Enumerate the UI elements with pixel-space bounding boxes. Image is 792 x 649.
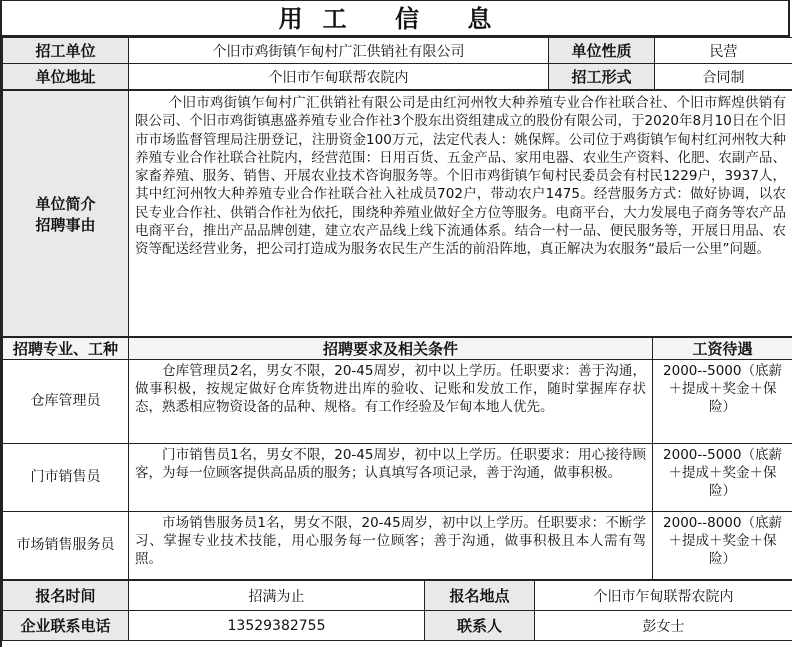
table-row	[3, 444, 792, 512]
form-value: 合同制	[655, 64, 792, 90]
form-label: 招工形式	[549, 64, 655, 90]
job-salary: 2000--5000（底薪＋提成＋奖金＋保险）	[653, 444, 792, 512]
phone-label: 企业联系电话	[3, 611, 129, 641]
job-requirements: 市场销售服务员1名，男女不限，20-45周岁，初中以上学历。任职要求：不断学习、掌握专业技术技能，用心服务每一位顾客；善于沟通，做事积极且本人需有驾照。	[129, 512, 653, 580]
contact-value: 彭女士	[535, 611, 792, 641]
jobs-table	[2, 337, 792, 580]
job-requirements: 门市销售员1名，男女不限，20-45周岁，初中以上学历。任职要求：用心接待顾客，为每一位顾客提供高品质的服务；认真填写各项记录，善于沟通，做事积极。	[129, 444, 653, 512]
contact-label: 联系人	[425, 611, 535, 641]
phone-value: 13529382755	[129, 611, 425, 641]
company-intro-text: 个旧市鸡街镇乍甸村广汇供销社有限公司是由红河州牧大种养殖专业合作社联合社、个旧市辉煌供销有限公司、个旧市鸡街镇惠盛养殖专业合作社3个股东出资组建成立的股份有限公司，于2020年8月10日在个旧市市场监督管理局注册登记，注册资金100万元，法定代表人：姚保辉。公司位于鸡街镇乍甸村红河州牧大种养殖专业合作社联合社院内，经营范围：日用百货、五金产品、家用电器、农业生产资料、化肥、农副产品、家畜养殖、服务、销售、开展农业技术咨询服务等。个旧市鸡街镇乍甸村民委员会有村民1229户，3937人，其中红河州牧大种养殖专业合作社联合社入社成员702户，带动农户1475。经营服务方式：做好协调，以农民专业合作社、供销合作社为依托，围绕种养殖业做好全方位等服务。电商平台，大力发展电子商务等农产品电商平台，推出产品品牌创建，建立农产品线上线下流通体系。结合一村一品、便民服务等，开展日用品、农资等配送经营业务，把公司打造成为服务农民生产生活的前沿阵地，真正解决为农服务“最后一公里”问题。	[129, 91, 792, 337]
employer-info-table	[2, 37, 792, 90]
job-requirements: 仓库管理员2名，男女不限，20-45周岁，初中以上学历。任职要求：善于沟通，做事积极，按规定做好仓库货物进出库的验收、记账和发放工作，随时掌握库存状态，熟悉相应物资设备的品种、规格。有工作经验及乍甸本地人优先。	[129, 360, 653, 444]
job-position: 门市销售员	[3, 444, 129, 512]
intro-label-line2: 招聘事由	[35, 215, 96, 234]
employer-label: 招工单位	[3, 38, 129, 64]
job-salary: 2000--5000（底薪＋提成＋奖金＋保险）	[653, 360, 792, 444]
footer-table	[2, 580, 792, 641]
signup-time-value: 招满为止	[129, 581, 425, 611]
signup-place-value: 个旧市乍甸联帮农院内	[535, 581, 792, 611]
intro-label-line1: 单位简介	[35, 194, 96, 213]
jobs-header-requirements: 招聘要求及相关条件	[129, 338, 653, 360]
jobs-header-position: 招聘专业、工种	[3, 338, 129, 360]
jobs-header-salary: 工资待遇	[653, 338, 792, 360]
nature-label: 单位性质	[549, 38, 655, 64]
intro-label	[3, 91, 129, 337]
employer-value: 个旧市鸡街镇乍甸村广汇供销社有限公司	[129, 38, 549, 64]
address-value: 个旧市乍甸联帮农院内	[129, 64, 549, 90]
nature-value: 民营	[655, 38, 792, 64]
intro-table	[2, 90, 792, 337]
signup-place-label: 报名地点	[425, 581, 535, 611]
address-label: 单位地址	[3, 64, 129, 90]
job-position: 市场销售服务员	[3, 512, 129, 580]
page-title: 用工 信 息	[2, 1, 790, 37]
signup-time-label: 报名时间	[3, 581, 129, 611]
table-row	[3, 360, 792, 444]
table-row	[3, 512, 792, 580]
job-position: 仓库管理员	[3, 360, 129, 444]
job-salary: 2000--8000（底薪＋提成＋奖金＋保险）	[653, 512, 792, 580]
